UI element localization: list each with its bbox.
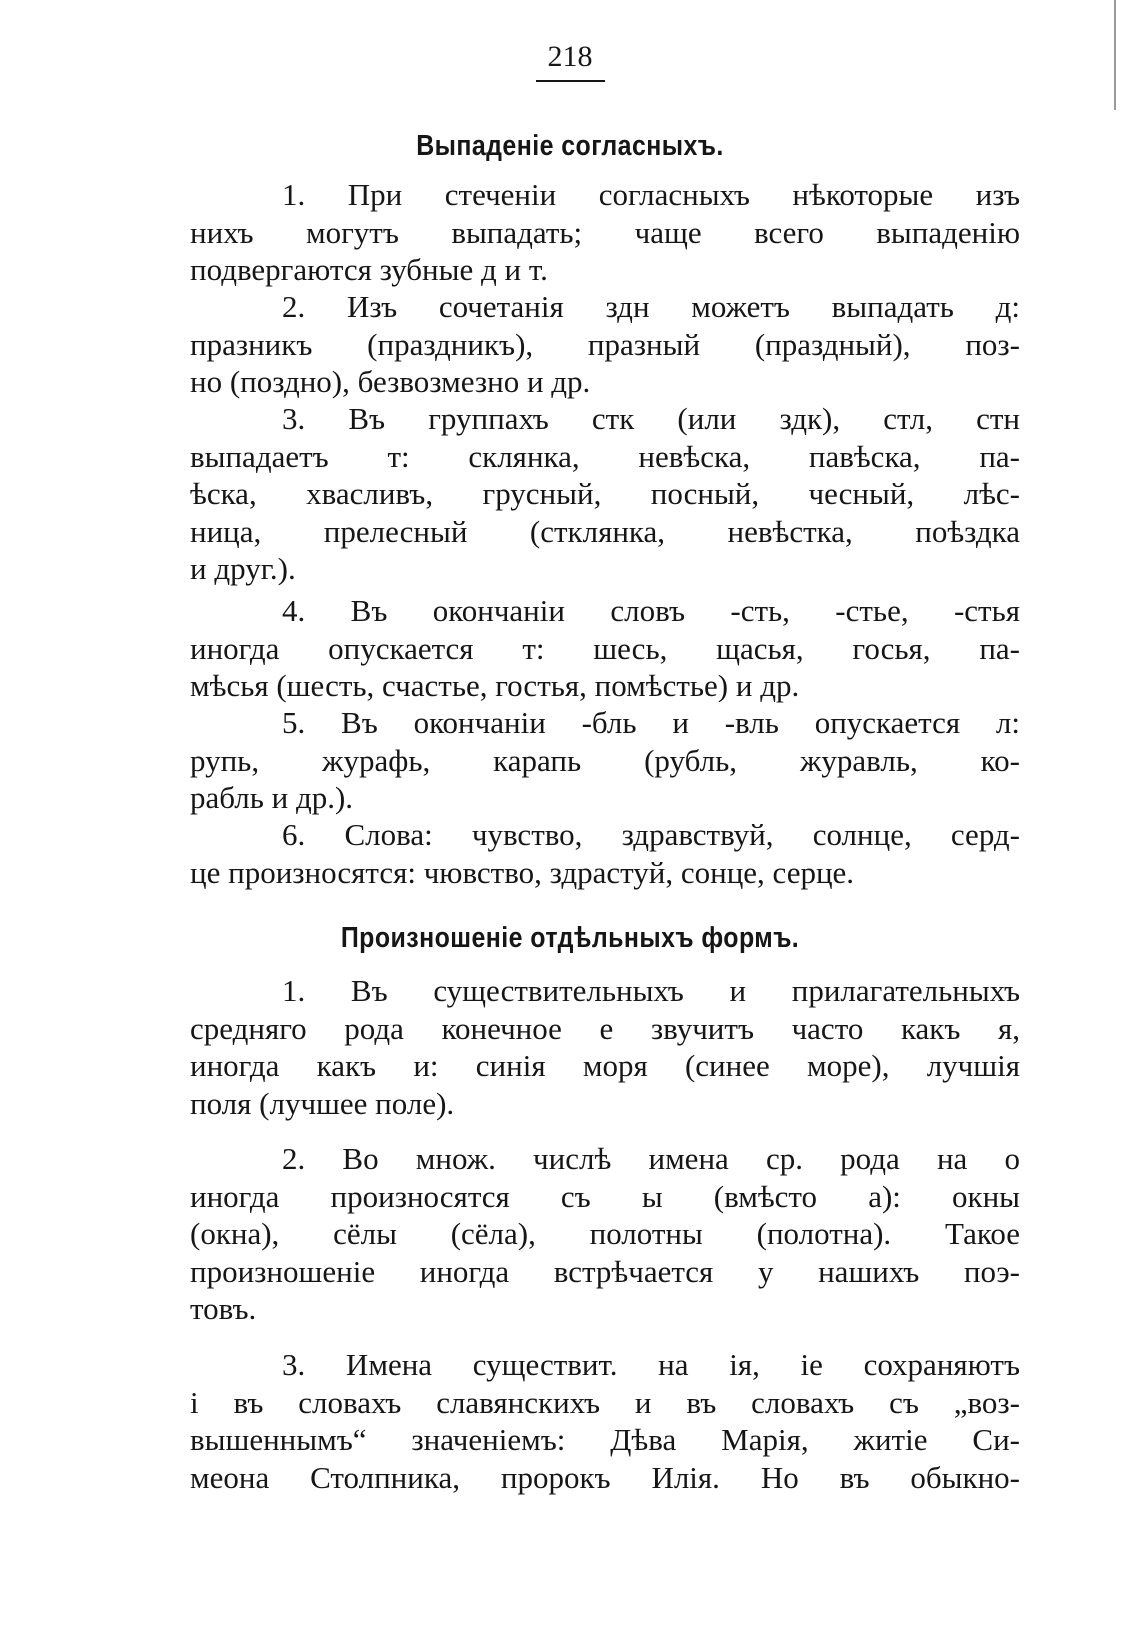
text-line: иногда какъ и: синія моря (синее море), лучшія	[190, 1048, 1020, 1083]
paragraph	[190, 972, 1020, 1122]
paragraph	[190, 592, 1020, 705]
text-line: 1. Въ существительныхъ и прилагательныхъ	[282, 973, 1020, 1008]
text-line: вышеннымъ“ значеніемъ: Дѣва Марія, житіе Си-	[190, 1422, 1020, 1457]
text-line: 2. Изъ сочетанія здн можетъ выпадать д:	[282, 289, 1020, 324]
text-line: 1. При стеченіи согласныхъ нѣкоторые изъ	[282, 177, 1020, 212]
text-line: но (поздно), безвозмезно и др.	[190, 364, 591, 399]
text-line: (окна), сёлы (сёла), полотны (полотна). Такое	[190, 1216, 1020, 1251]
text-line: мѣсья (шесть, счастье, гостья, помѣстье) и др.	[190, 668, 800, 703]
text-line: 6. Слова: чувство, здравствуй, солнце, серд-	[282, 817, 1020, 852]
text-line: 4. Въ окончаніи словъ -сть, -стье, -стья	[282, 593, 1020, 628]
text-line: нихъ могутъ выпадать; чаще всего выпаденію	[190, 214, 1020, 250]
text-line: средняго рода конечное е звучитъ часто какъ я,	[190, 1010, 1020, 1046]
paragraph	[190, 288, 1020, 401]
text-line: 2. Во множ. числѣ имена ср. рода на о	[282, 1141, 1020, 1176]
text-line: ница, прелесный (стклянка, невѣстка, поѣздка	[190, 513, 1020, 549]
paragraph	[190, 1140, 1020, 1328]
text-line: і въ словахъ славянскихъ и въ словахъ съ „воз-	[190, 1384, 1020, 1420]
text-line: поля (лучшее поле).	[190, 1085, 455, 1121]
page-edge-rule	[1114, 0, 1116, 110]
section-heading: Выпаденіе согласныхъ.	[416, 130, 724, 162]
text-line: меона Столпника, пророкъ Илія. Но въ обыкно-	[190, 1459, 1020, 1495]
text-line: празникъ (праздникъ), празный (праздный), поз-	[190, 326, 1020, 362]
page-number: 218	[0, 40, 1140, 82]
text-line: выпадаетъ т: склянка, невѣска, павѣска, па-	[190, 438, 1020, 474]
paragraph	[190, 816, 1020, 891]
text-line: и друг.).	[190, 551, 296, 586]
text-line: товъ.	[190, 1291, 257, 1326]
paragraph	[190, 176, 1020, 289]
text-line: иногда опускается т: шесь, щасья, госья, па-	[190, 630, 1020, 666]
text-line: це произносятся: чювство, здрастуй, сонце, серце.	[190, 854, 855, 890]
paragraph	[190, 400, 1020, 588]
text-line: рупь, журафь, карапь (рубль, журавль, ко-	[190, 742, 1020, 778]
text-line: 3. Имена существит. на ія, іе сохраняютъ	[282, 1347, 1020, 1382]
text-line: ѣска, хвасливъ, грусный, посный, чесный, лѣс-	[190, 476, 1020, 511]
text-line: произношеніе иногда встрѣчается у нашихъ поэ-	[190, 1253, 1020, 1289]
text-line: рабль и др.).	[190, 780, 354, 815]
text-line: подвергаются зубные д и т.	[190, 252, 548, 287]
text-line: иногда произносятся съ ы (вмѣсто а): окны	[190, 1178, 1020, 1214]
paragraph	[190, 704, 1020, 817]
text-line: 3. Въ группахъ стк (или здк), стл, стн	[282, 401, 1020, 436]
paragraph	[190, 1346, 1020, 1496]
text-line: 5. Въ окончаніи -бль и -вль опускается л:	[282, 705, 1020, 740]
section-heading: Произношеніе отдѣльныхъ формъ.	[340, 922, 800, 954]
